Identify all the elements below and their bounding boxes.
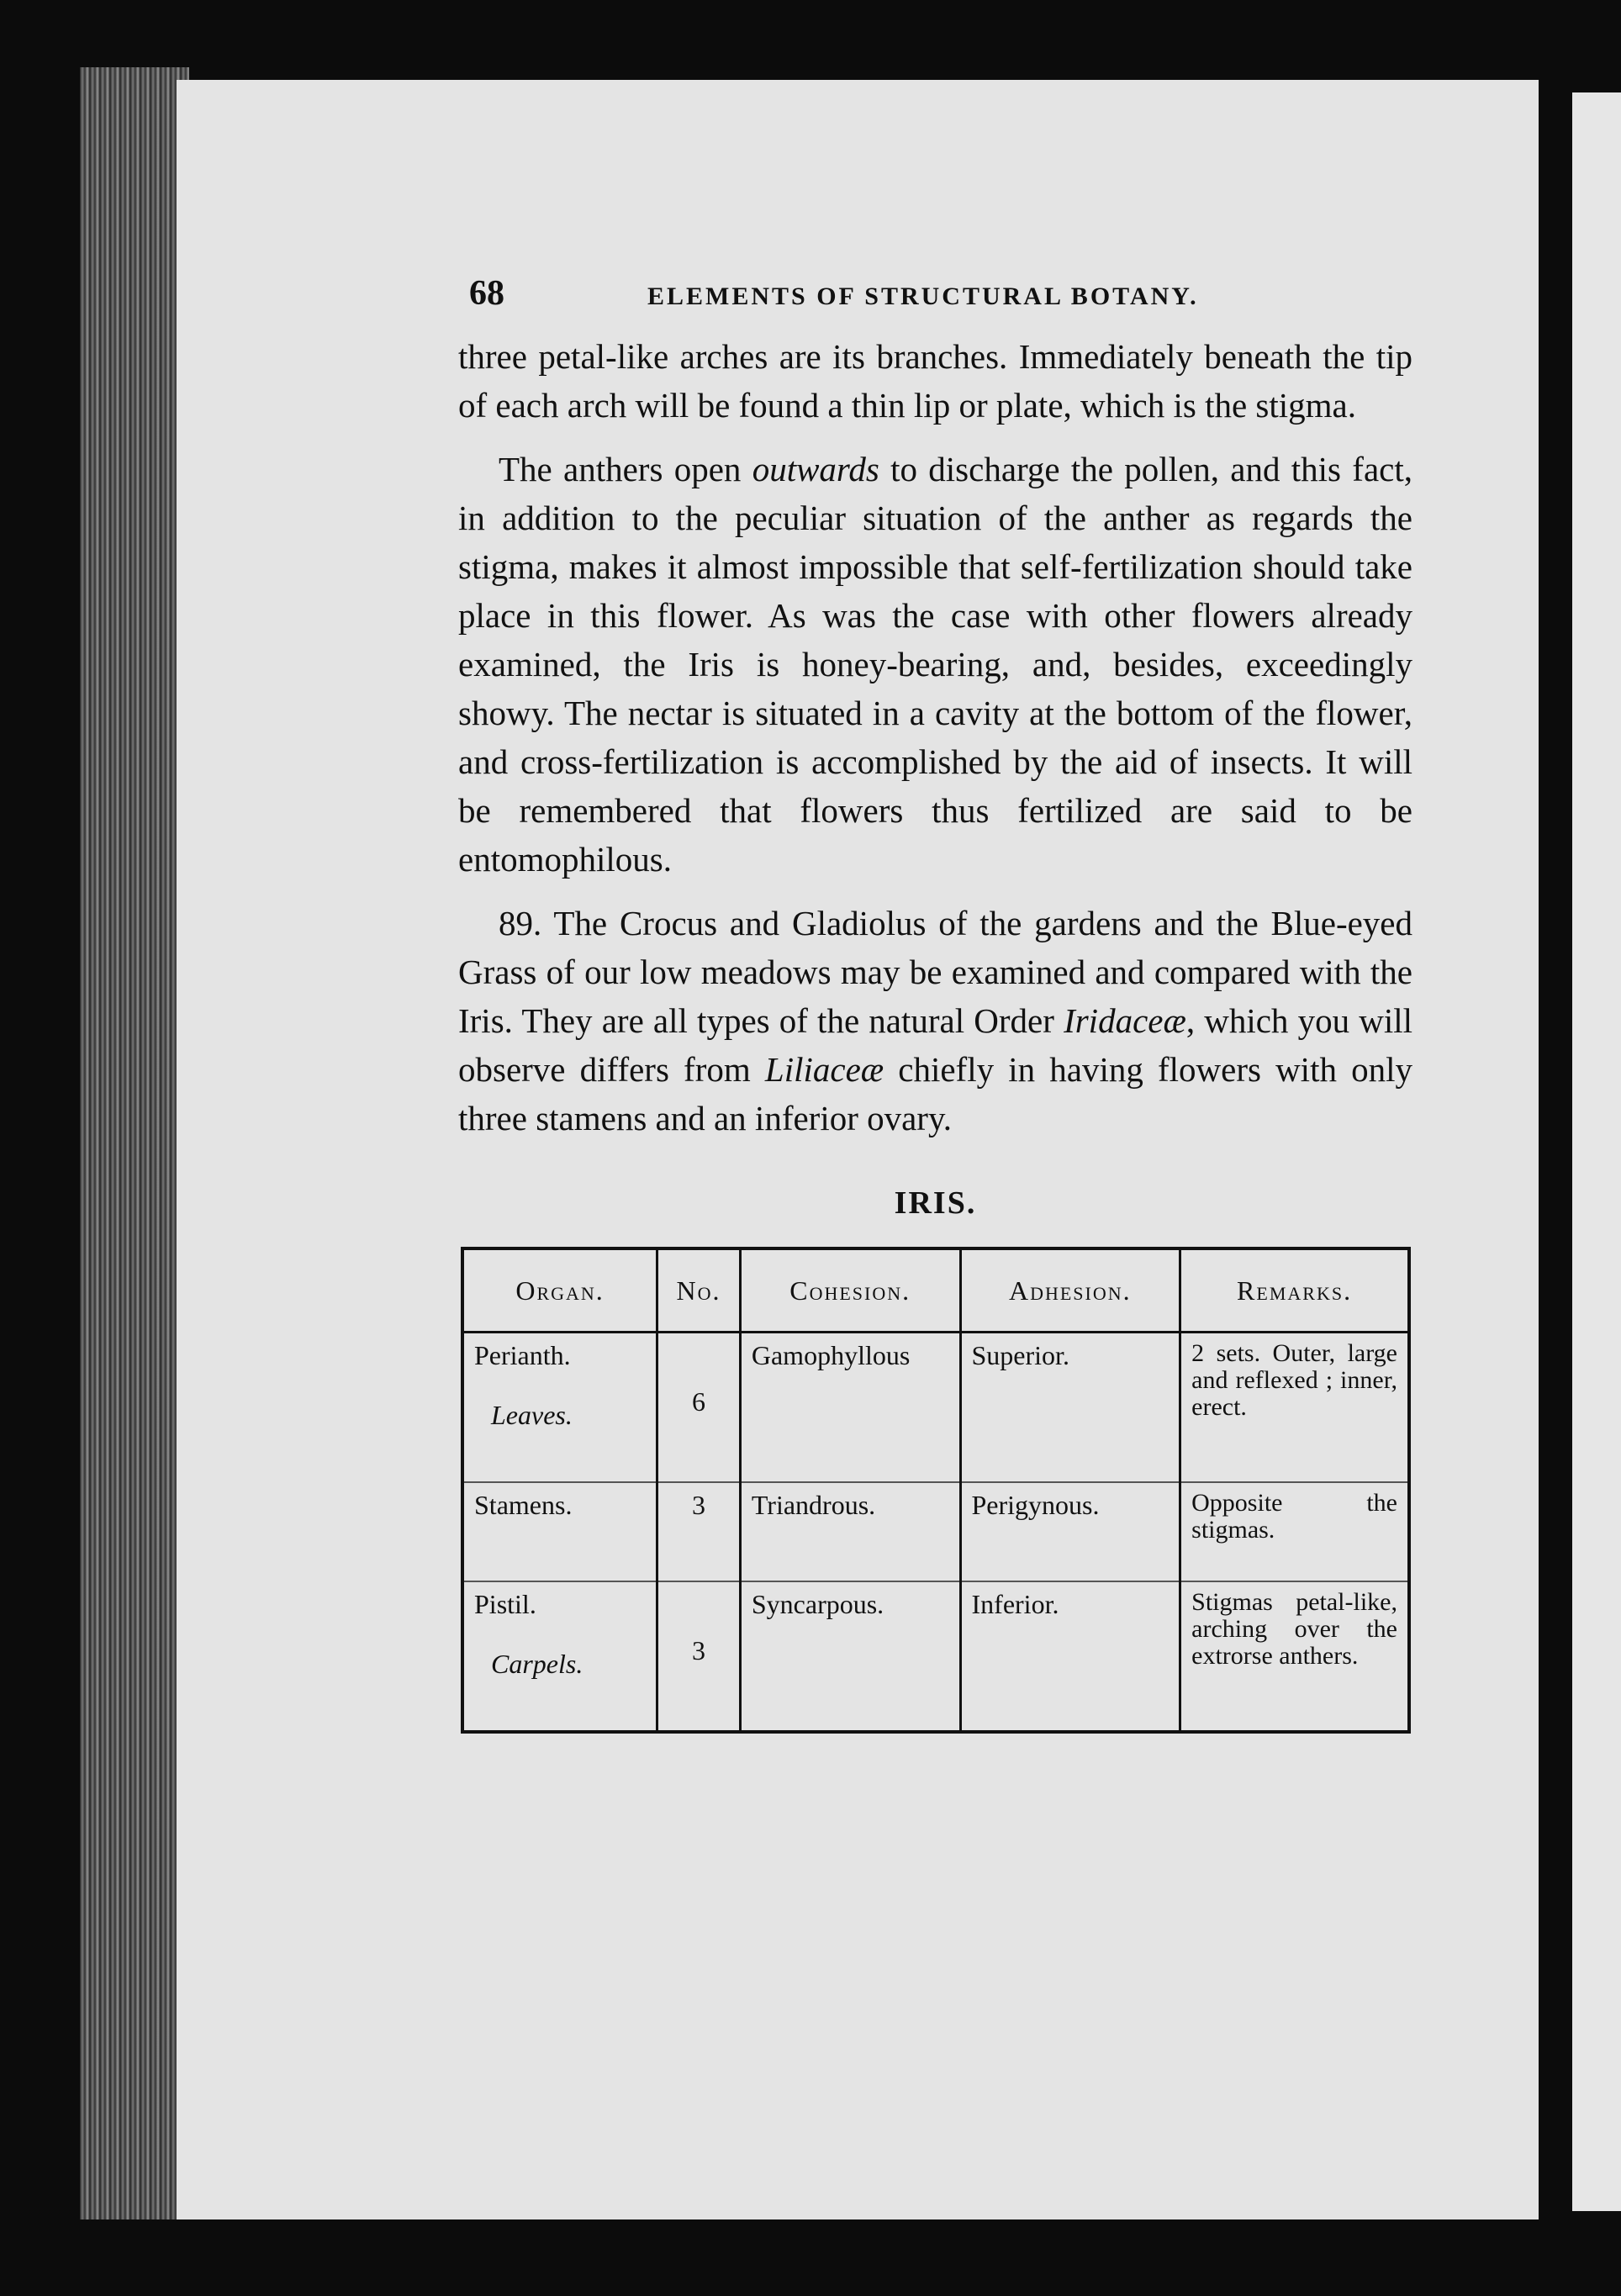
cohesion-cell: Triandrous. (740, 1482, 960, 1581)
facing-page-edge (1572, 92, 1621, 2211)
paragraph-3 (458, 899, 1412, 1143)
paragraph-3-part-a: 89. The Crocus and Gladiolus of the gardens and the Blue-eyed Grass of our low meadows may be examined and compared with the Iris. They are all types of the natural Order (458, 904, 1412, 1040)
adhesion-cell: Superior. (960, 1333, 1180, 1483)
paragraph-2 (458, 445, 1412, 884)
running-head (469, 273, 1407, 314)
header-adhesion: Adhesion. (960, 1248, 1180, 1333)
remarks-cell: Opposite the stigmas. (1180, 1482, 1409, 1581)
paragraph-1: three petal-like arches are its branches. Immediately beneath the tip of each arch will be found a thin lip or plate, which is the stigma. (458, 337, 1412, 425)
remarks-cell: 2 sets. Outer, large and reflexed ; inner, erect. (1180, 1333, 1409, 1483)
table-row (462, 1482, 1409, 1581)
paragraph-3-emphasis-1: Iridaceæ (1064, 1001, 1186, 1040)
number-value: 3 (691, 1635, 705, 1665)
iris-table (461, 1247, 1411, 1734)
cohesion-cell: Syncarpous. (740, 1581, 960, 1732)
paragraph-2-emphasis: outwards (752, 450, 879, 488)
number-value: 6 (691, 1386, 705, 1417)
organ-subname: Leaves. (491, 1400, 573, 1430)
number-cell: 3 (657, 1482, 741, 1581)
adhesion-cell: Inferior. (960, 1581, 1180, 1732)
paragraph-3-part-b: , which you will observe differs from (458, 1001, 1413, 1089)
paragraph-3-emphasis-2: Liliaceæ (764, 1050, 884, 1089)
organ-name: Pistil. (474, 1589, 536, 1619)
organ-name: Stamens. (474, 1490, 573, 1520)
paragraph-2-part-b: to discharge the pollen, and this fact, in addition to the peculiar situation of the anther as regards the stigma, makes it almost impossible that self-fertilization should take place in this flower. As was the case with other flowers already examined, the Iris is honey-bearing, and, besides, exceedingly showy. The nectar is situated in a cavity at the bottom of the flower, and cross-fertilization is accomplished by the aid of insects. It will be remembered that flowers thus fertilized are said to be entomophilous. (458, 450, 1412, 879)
header-remarks: Remarks. (1180, 1248, 1409, 1333)
body-text (458, 332, 1412, 1143)
paragraph-3-part-c: chiefly in having flowers with only three stamens and an inferior ovary. (458, 1050, 1412, 1137)
page-number: 68 (469, 274, 504, 313)
page-content (286, 273, 1412, 1734)
organ-subname: Carpels. (491, 1649, 583, 1679)
header-organ: Organ. (462, 1248, 657, 1333)
running-title: ELEMENTS OF STRUCTURAL BOTANY. (647, 282, 1199, 310)
number-cell (657, 1581, 741, 1732)
organ-cell (462, 1581, 657, 1732)
organ-cell (462, 1482, 657, 1581)
number-cell (657, 1333, 741, 1483)
table-row (462, 1333, 1409, 1483)
header-cohesion: Cohesion. (740, 1248, 960, 1333)
organ-cell (462, 1333, 657, 1483)
organ-name: Perianth. (474, 1340, 571, 1370)
table-header-row (462, 1248, 1409, 1333)
book-spine (80, 67, 189, 2219)
table-row (462, 1581, 1409, 1732)
remarks-cell: Stigmas petal-like, arching over the extrorse anthers. (1180, 1581, 1409, 1732)
paragraph-2-part-a: The anthers open (499, 450, 752, 488)
table-title: IRIS. (894, 1185, 977, 1221)
adhesion-cell: Perigynous. (960, 1482, 1180, 1581)
cohesion-cell: Gamophyllous (740, 1333, 960, 1483)
header-number: No. (657, 1248, 741, 1333)
